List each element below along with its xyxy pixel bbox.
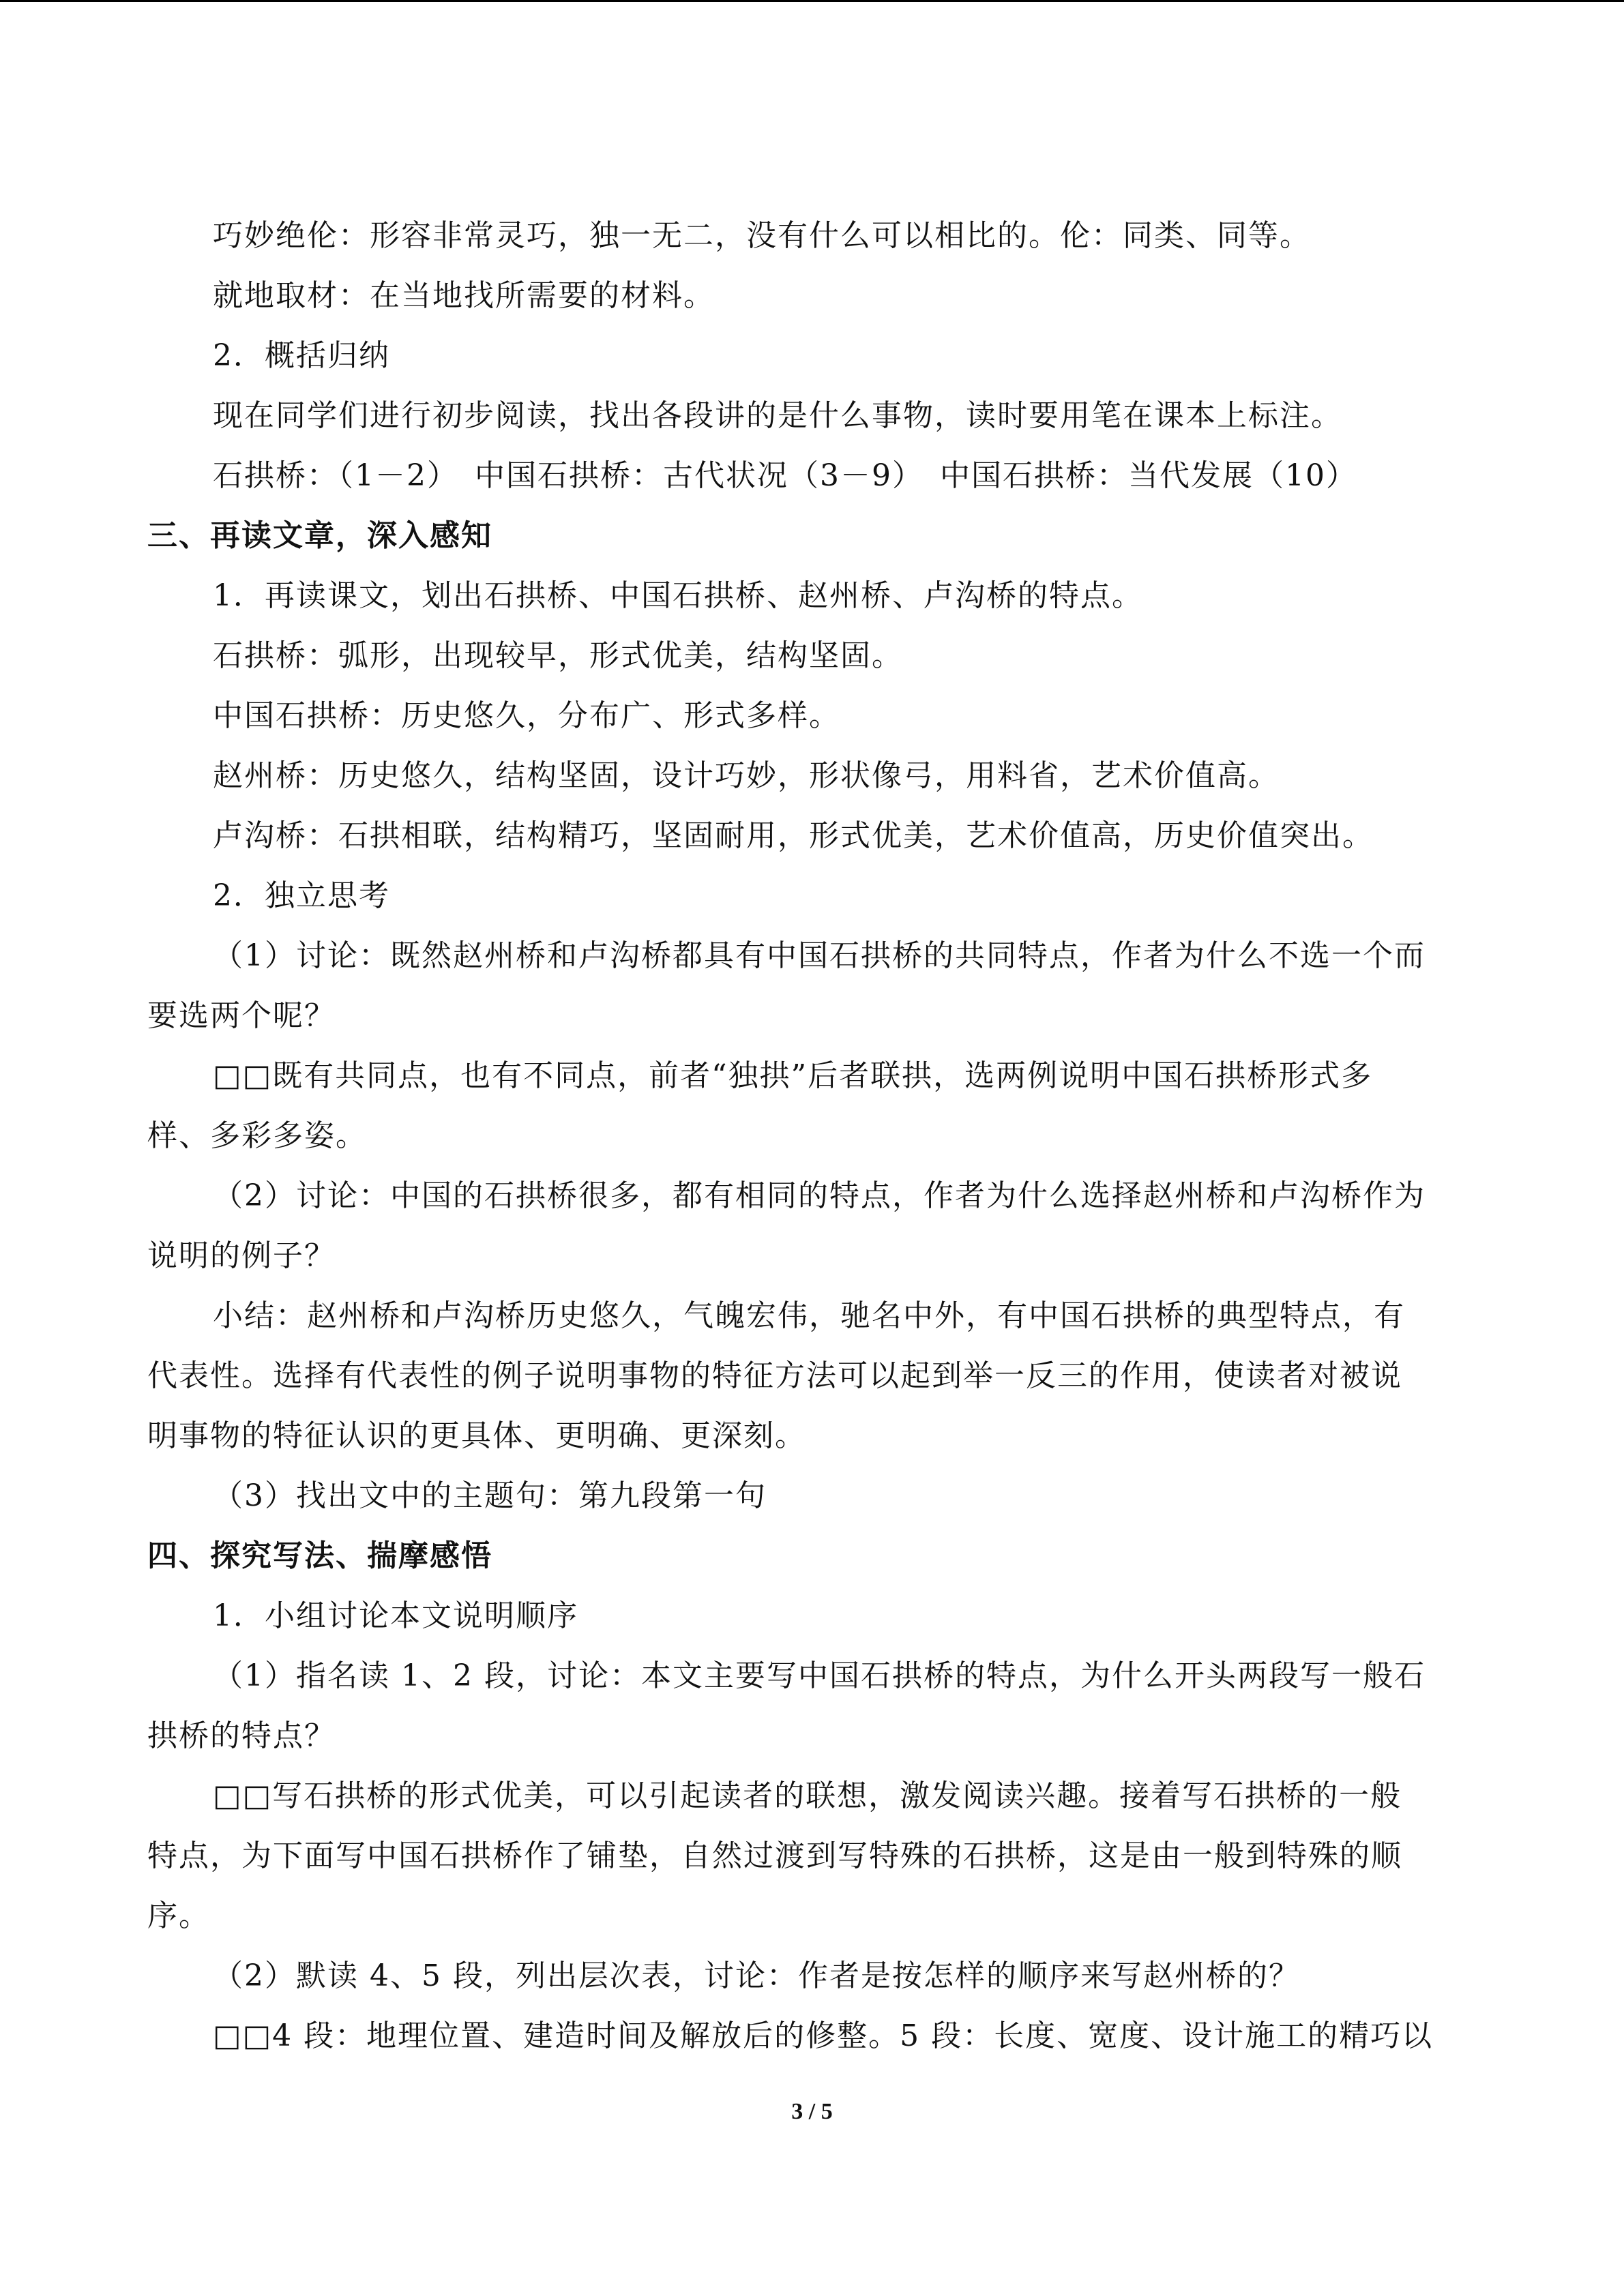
text-line: □□写石拱桥的形式优美，可以引起读者的联想，激发阅读兴趣。接着写石拱桥的一般 <box>213 1778 1402 1813</box>
text-line: 现在同学们进行初步阅读，找出各段讲的是什么事物，读时要用笔在课本上标注。 <box>213 398 1342 433</box>
section-heading: 三、再读文章，深入感知 <box>147 518 492 553</box>
list-item: 2．独立思考 <box>213 878 390 913</box>
text-line: （3）找出文中的主题句：第九段第一句 <box>213 1478 767 1513</box>
page-number: 3 / 5 <box>791 2099 833 2124</box>
text-line: 拱桥的特点？ <box>147 1718 336 1753</box>
text-line: 中国石拱桥：历史悠久，分布广、形式多样。 <box>213 698 840 733</box>
text-line: 说明的例子？ <box>147 1238 336 1273</box>
text-line: 小结：赵州桥和卢沟桥历史悠久，气魄宏伟，驰名中外，有中国石拱桥的典型特点，有 <box>213 1298 1405 1333</box>
text-line: 明事物的特征认识的更具体、更明确、更深刻。 <box>147 1418 806 1453</box>
text-line: 样、多彩多姿。 <box>147 1118 367 1153</box>
top-border <box>0 0 1624 2</box>
text-line: □□既有共同点，也有不同点，前者“独拱”后者联拱，选两例说明中国石拱桥形式多 <box>213 1058 1373 1093</box>
list-item: 1．再读课文，划出石拱桥、中国石拱桥、赵州桥、卢沟桥的特点。 <box>213 578 1143 613</box>
text-line: 石拱桥：（1－2） 中国石拱桥：古代状况（3－9） 中国石拱桥：当代发展（10） <box>213 458 1357 493</box>
text-line: 特点，为下面写中国石拱桥作了铺垫，自然过渡到写特殊的石拱桥，这是由一般到特殊的顺 <box>147 1838 1402 1873</box>
list-item: 1．小组讨论本文说明顺序 <box>213 1598 578 1633</box>
text-line: （2）讨论：中国的石拱桥很多，都有相同的特点，作者为什么选择赵州桥和卢沟桥作为 <box>213 1178 1426 1213</box>
text-line: □□4 段：地理位置、建造时间及解放后的修整。5 段：长度、宽度、设计施工的精巧以 <box>213 2018 1434 2053</box>
text-line: （1）指名读 1、2 段，讨论：本文主要写中国石拱桥的特点，为什么开头两段写一般石 <box>213 1658 1426 1693</box>
text-line: 代表性。选择有代表性的例子说明事物的特征方法可以起到举一反三的作用，使读者对被说 <box>147 1358 1402 1393</box>
text-line: 赵州桥：历史悠久，结构坚固，设计巧妙，形状像弓，用料省，艺术价值高。 <box>213 758 1280 793</box>
text-line: 卢沟桥：石拱相联，结构精巧，坚固耐用，形式优美，艺术价值高，历史价值突出。 <box>213 818 1374 853</box>
text-line: 要选两个呢？ <box>147 998 336 1033</box>
section-heading: 四、探究写法、揣摩感悟 <box>147 1538 492 1573</box>
text-line: （1）讨论：既然赵州桥和卢沟桥都具有中国石拱桥的共同特点，作者为什么不选一个而 <box>213 938 1426 973</box>
text-line: 序。 <box>147 1898 210 1933</box>
text-line: 就地取材：在当地找所需要的材料。 <box>213 278 715 313</box>
text-line: （2）默读 4、5 段，列出层次表，讨论：作者是按怎样的顺序来写赵州桥的？ <box>213 1958 1300 1993</box>
text-line: 石拱桥：弧形，出现较早，形式优美，结构坚固。 <box>213 638 903 673</box>
list-item: 2．概括归纳 <box>213 338 390 373</box>
text-line: 巧妙绝伦：形容非常灵巧，独一无二，没有什么可以相比的。伦：同类、同等。 <box>213 218 1311 253</box>
